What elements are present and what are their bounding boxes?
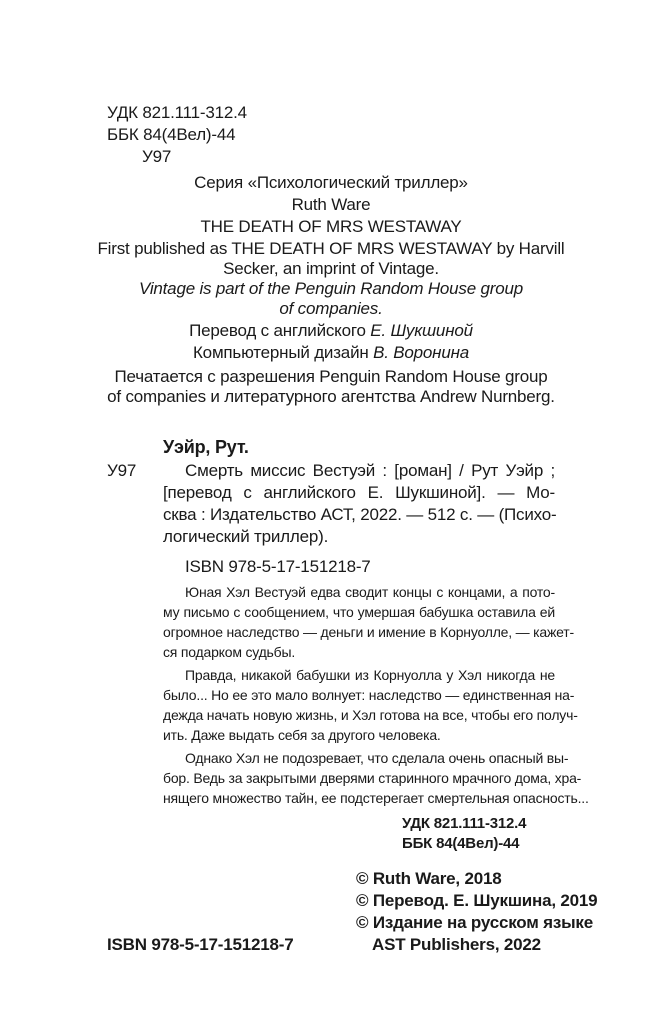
vintage-line-1: Vintage is part of the Penguin Random House group bbox=[139, 279, 523, 298]
permission-line-2: of companies и литературного агентства Andrew Nurnberg. bbox=[107, 387, 555, 406]
bbk-code: ББК 84(4Вел)-44 bbox=[107, 125, 236, 144]
udk-code: УДК 821.111-312.4 bbox=[107, 103, 247, 122]
translator-name: Е. Шукшиной bbox=[370, 321, 473, 340]
catalog-description-line: сква : Издательство АСТ, 2022. — 512 с. — (Психо- bbox=[163, 505, 557, 524]
catalog-description-line: логический триллер). bbox=[163, 527, 329, 546]
design-prefix: Компьютерный дизайн bbox=[192, 343, 374, 362]
catalog-mark: У97 bbox=[107, 461, 137, 480]
footer-bbk-code: ББК 84(4Вел)-44 bbox=[402, 835, 520, 852]
bottom-isbn: ISBN 978-5-17-151218-7 bbox=[107, 935, 294, 954]
annotation-line: нящего множество тайн, ее подстерегает смертельная опасность... bbox=[163, 790, 589, 806]
vintage-line-2: of companies. bbox=[279, 299, 383, 318]
copyright-publisher: AST Publishers, 2022 bbox=[372, 935, 541, 954]
first-published-line-2: Secker, an imprint of Vintage. bbox=[223, 259, 439, 278]
design-credit bbox=[0, 342, 662, 364]
original-author: Ruth Ware bbox=[291, 195, 371, 214]
translation-prefix: Перевод с английского bbox=[189, 321, 371, 340]
series-line: Серия «Психологический триллер» bbox=[194, 173, 468, 192]
annotation-line: му письмо с сообщением, что умершая бабушка оставила ей bbox=[163, 604, 555, 620]
catalog-isbn: ISBN 978-5-17-151218-7 bbox=[185, 557, 371, 576]
original-title: THE DEATH OF MRS WESTAWAY bbox=[200, 217, 462, 236]
annotation-line: ить. Даже выдать себя за другого человека. bbox=[163, 727, 441, 743]
annotation-line: было... Но ее это мало волнует: наследство — единственная на- bbox=[163, 687, 575, 703]
author-mark: У97 bbox=[142, 147, 172, 166]
catalog-description-line: Смерть миссис Вестуэй : [роман] / Рут Уэйр ; bbox=[185, 461, 555, 480]
copyright-edition: © Издание на русском языке bbox=[356, 913, 594, 932]
annotation-line: огромное наследство — деньги и имение в Корнуолле, — кажет- bbox=[163, 624, 574, 640]
annotation-line: Правда, никакой бабушки из Корнуолла у Хэл никогда не bbox=[185, 667, 555, 683]
catalog-description-line: [перевод с английского Е. Шукшиной]. — Мо- bbox=[163, 483, 555, 502]
designer-name: В. Воронина bbox=[373, 343, 469, 362]
footer-udk-code: УДК 821.111-312.4 bbox=[402, 815, 527, 832]
first-published-line-1: First published as THE DEATH OF MRS WESTAWAY by Harvill bbox=[97, 239, 565, 258]
annotation-line: дежда начать новую жизнь, и Хэл готова на все, чтобы его получ- bbox=[163, 707, 578, 723]
copyright-translation: © Перевод. Е. Шукшина, 2019 bbox=[356, 891, 598, 910]
permission-line-1: Печатается с разрешения Penguin Random House group bbox=[114, 367, 548, 386]
translation-credit bbox=[0, 320, 662, 342]
annotation-line: Юная Хэл Вестуэй едва сводит концы с концами, а пото- bbox=[185, 584, 555, 600]
annotation-line: Однако Хэл не подозревает, что сделала очень опасный вы- bbox=[185, 750, 569, 766]
catalog-heading: Уэйр, Рут. bbox=[163, 437, 249, 457]
annotation-line: бор. Ведь за закрытыми дверями старинного мрачного дома, хра- bbox=[163, 770, 582, 786]
copyright-author: © Ruth Ware, 2018 bbox=[356, 869, 502, 888]
annotation-line: ся подарком судьбы. bbox=[163, 644, 296, 660]
